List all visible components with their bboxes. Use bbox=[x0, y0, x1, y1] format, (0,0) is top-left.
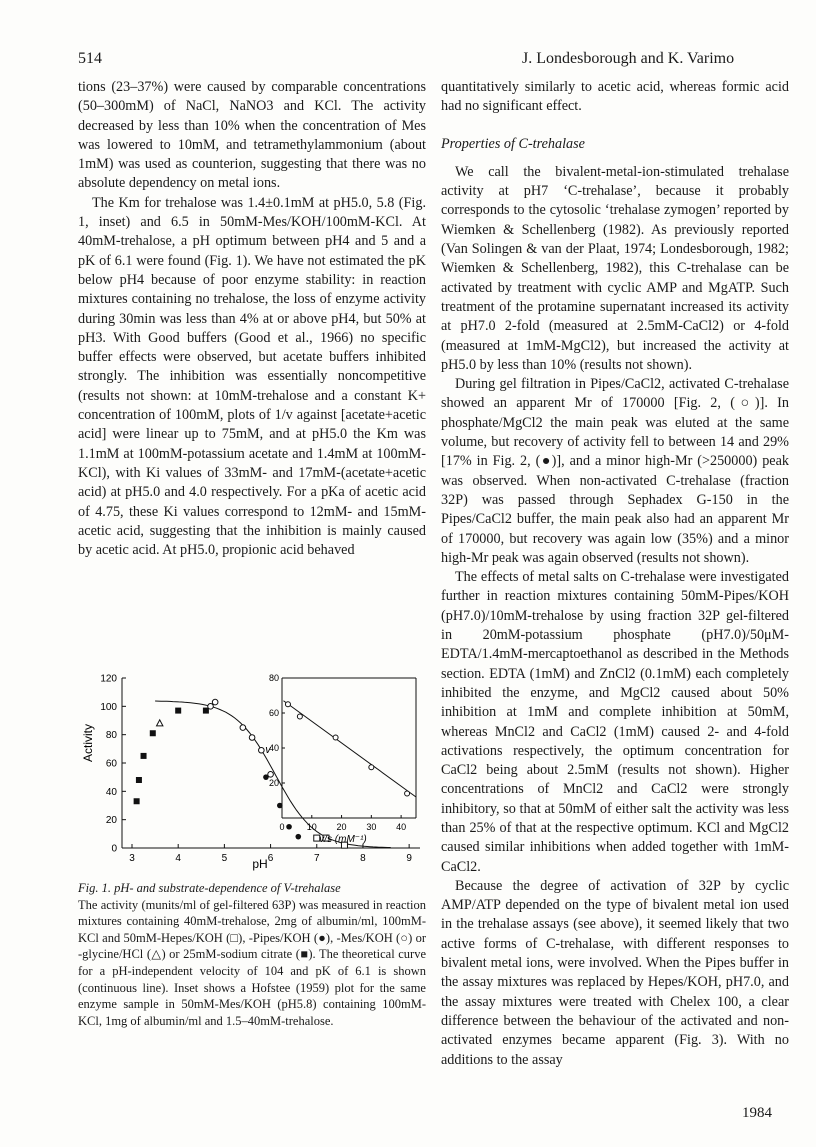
section-title: Properties of C-trehalase bbox=[441, 135, 585, 152]
y-tick-label: 80 bbox=[105, 730, 117, 742]
inset-x-axis-label: v/s (mM⁻¹) bbox=[319, 834, 367, 845]
inset-data-point bbox=[285, 702, 290, 707]
data-point bbox=[286, 824, 292, 830]
y-tick-label: 120 bbox=[100, 673, 117, 685]
data-point bbox=[157, 720, 163, 726]
data-point bbox=[295, 834, 301, 840]
data-point bbox=[134, 798, 140, 804]
data-point bbox=[240, 725, 246, 731]
caption-text: The activity (munits/ml of gel-filtered 63P) was measured in reaction mixtures containing 40mM-trehalose, 2mg of albumin/ml, 100mM-KCl and 50mM-Hepes/KOH (□), -Pipes/KOH (●), -Mes/KOH (○) or -glycine/HCl (△) or 25mM-sodium citrate (■). The theoretical curve for a pH-independent velocity of 104 and pK of 6.1 is shown (continuous line). Inset shows a Hofstee (1959) plot for the same enzyme sample in 50mM-Mes/KOH (pH5.8) containing 100mM-KCl, 1mg of albumin/ml and 1.5–40mM-trehalose. bbox=[78, 897, 426, 1028]
y-tick-label: 60 bbox=[105, 758, 117, 770]
inset-regression-line bbox=[283, 701, 416, 797]
inset-data-point bbox=[369, 765, 374, 770]
x-tick-label: 4 bbox=[175, 853, 181, 864]
paragraph: We call the bivalent-metal-ion-stimulated trehalase activity at pH7 ‘C-trehalase’, because it probably corresponds to the cytosolic ‘trehalase zymogen’ reported by Wiemken & Schellenberg (1982). As previously reported (Van Solingen & van der Plaat, 1974; Londesborough, 1982; Wiemken & Schellenberg, 1982), this C-trehalase can be activated by treatment with cyclic AMP and MgATP. Such treatment of the protamine supernatant increased its activity at pH7.0 2-fold (measured at 2.5mM-CaCl2) or 4-fold (measured at 1mM-MgCl2), but increased the activity at pH5.0 by less than 10% (results not shown). bbox=[441, 163, 789, 373]
x-axis-label: pH bbox=[252, 857, 268, 871]
data-point bbox=[203, 708, 209, 714]
inset-y-tick-label: 80 bbox=[268, 673, 279, 683]
paragraph: Because the degree of activation of 32P by cyclic AMP/ATP depended on the type of bivalent metal ion used in the trehalase assays (see above), it seemed likely that two active forms of C-trehalase, with different responses to bivalent metal ions, were involved. When the Pipes buffer in the assay mixtures was replaced by Hepes/KOH, pH7.0, and the assay mixtures were treated with Chelex 100, a clear difference between the behaviour of the activated and non-activated enzymes became apparent (Fig. 3). With no additions to the assay bbox=[441, 877, 789, 1068]
footer-year: 1984 bbox=[742, 1105, 772, 1121]
y-tick-label: 40 bbox=[105, 786, 117, 798]
figure-caption bbox=[78, 880, 426, 1029]
inset-x-tick-label: 40 bbox=[396, 822, 407, 832]
inset-data-point bbox=[297, 714, 302, 719]
data-point bbox=[141, 753, 147, 759]
inset-y-axis-label: v bbox=[265, 744, 271, 756]
page-number: 514 bbox=[78, 50, 102, 67]
inset-y-tick-label: 60 bbox=[268, 708, 279, 718]
x-tick-label: 9 bbox=[406, 853, 412, 864]
y-axis-label: Activity bbox=[81, 723, 95, 763]
paragraph: tions (23–37%) were caused by comparable concentrations (50–300mM) of NaCl, NaNO3 and KCl. The activity decreased by less than 10% when the concentration of Mes was lowered to 10mM, and tetramethylammonium (about 1mM) was used as counterion, suggesting that there was no absolute dependency on metal ions. bbox=[78, 79, 426, 192]
inset-data-point bbox=[333, 735, 338, 740]
inset-x-tick-label: 20 bbox=[336, 822, 347, 832]
x-tick-label: 3 bbox=[129, 853, 135, 864]
data-point bbox=[249, 735, 255, 741]
y-tick-label: 100 bbox=[100, 701, 117, 713]
y-tick-label: 0 bbox=[111, 843, 117, 855]
left-column bbox=[78, 78, 426, 560]
data-point bbox=[150, 730, 156, 736]
inset-x-tick-label: 10 bbox=[306, 822, 317, 832]
data-point bbox=[259, 747, 265, 753]
data-point bbox=[175, 708, 181, 714]
figure-1-chart bbox=[78, 665, 426, 877]
main-plot bbox=[81, 674, 420, 872]
y-tick-label: 20 bbox=[105, 815, 117, 827]
paragraph: The effects of metal salts on C-trehalase were investigated further in reaction mixtures containing 50mM-Pipes/KOH (pH7.0)/10mM-trehalose by using fraction 32P gel-filtered in 20mM-potassium phosphate (pH7.0)/50μM-EDTA/1.4mM-mercaptoethanol as described in the Methods section. EDTA (1mM) and ZnCl2 (0.1mM) each completely inhibited the enzyme, and MgCl2 caused about 50% inhibition at 1mM and complete inhibition at 50mM, whereas MnCl2 and CaCl2 (1mM) caused 2- and 4-fold activations respectively, the optimum concentration for CaCl2 being about 2.5mM (results not shown). Higher concentrations of MnCl2 and CaCl2 were strongly inhibitory, so that at 50mM of either salt the activity was less than 25% of that at the respective optimum. KCl and MgCl2 caused similar inhibitions when added together with 1mM-CaCl2. bbox=[441, 569, 789, 875]
data-point bbox=[263, 774, 269, 780]
paragraph: quantitatively similarly to acetic acid, whereas formic acid had no significant effect. bbox=[441, 79, 789, 115]
inset-plot bbox=[265, 673, 416, 845]
inset-x-tick-label: 30 bbox=[366, 822, 377, 832]
x-tick-label: 5 bbox=[221, 853, 228, 864]
data-point bbox=[212, 699, 218, 705]
caption-title: Fig. 1. pH- and substrate-dependence of V-trehalase bbox=[78, 881, 341, 895]
x-tick-label: 7 bbox=[313, 853, 320, 864]
inset-data-point bbox=[405, 791, 410, 796]
data-point bbox=[208, 704, 214, 710]
paragraph: The Km for trehalose was 1.4±0.1mM at pH5.0, 5.8 (Fig. 1, inset) and 6.5 in 50mM-Mes/KOH/100mM-KCl. At 40mM-trehalose, a pH optimum between pH4 and 5 and a pK of 6.1 were found (Fig. 1). We have not estimated the pK below pH4 because of poor enzyme stability: in reaction mixtures containing no trehalose, the loss of enzyme activity during 30min was less than 4% at or above pH4, but 50% at pH3. With Good buffers (Good et al., 1966) no specific buffer effects were observed, but acetate buffers inhibited strongly. The inhibition was essentially noncompetitive (results not shown: at 10mM-trehalose and a constant K+ concentration of 100mM, plots of 1/v against [acetate+acetic acid] were linear up to 75mM, and at pH5.0 the Km was 1.1mM at 100mM-potassium acetate and 1.4mM at 100mM-KCl), with Ki values of 33mM- and 17mM-(acetate+acetic acid) at pH5.0 and 4.0 respectively. For a pKa of acetic acid of 4.75, these Ki values correspond to 12mM- and 15mM-acetic acid, suggesting that the inhibition is mainly caused by acetic acid. At pH5.0, propionic acid behaved bbox=[78, 194, 426, 559]
inset-x-tick-label: 0 bbox=[279, 822, 285, 832]
inset-y-tick-label: 40 bbox=[268, 743, 279, 753]
x-tick-label: 6 bbox=[267, 853, 274, 864]
right-column bbox=[441, 78, 789, 1070]
paragraph: During gel filtration in Pipes/CaCl2, activated C-trehalase showed an apparent Mr of 170000 [Fig. 2, (○)]. In phosphate/MgCl2 the main peak was eluted at the same volume, but recovery of activity fell to between 14 and 29% [17% in Fig. 2, (●)], and a minor high-Mr (>250000) peak was observed. When non-activated C-trehalase (fraction 32P) was passed through Sephadex G-150 in the Pipes/CaCl2 buffer, the main peak also had an apparent Mr of 170000, but recovery was again low (35%) and a minor high-Mr peak was again observed (results not shown). bbox=[441, 376, 789, 566]
data-point bbox=[136, 777, 142, 783]
x-tick-label: 8 bbox=[360, 853, 366, 864]
running-header-authors: J. Londesborough and K. Varimo bbox=[522, 50, 735, 67]
inset-y-tick-label: 20 bbox=[268, 778, 279, 788]
